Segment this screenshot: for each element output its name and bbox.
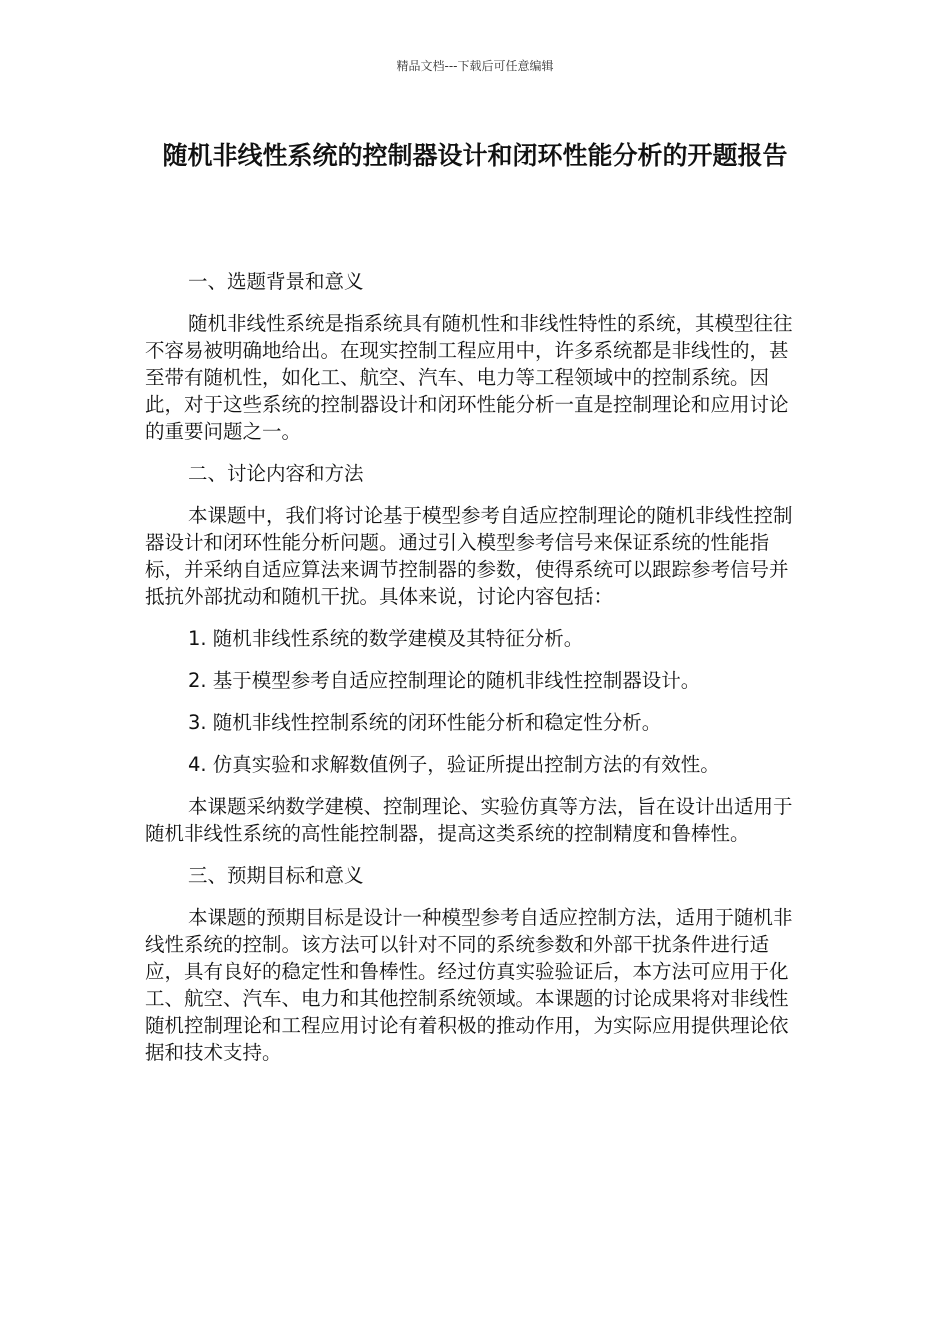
document-body xyxy=(145,268,795,1081)
list-item-2: 2. 基于模型参考自适应控制理论的随机非线性控制器设计。 xyxy=(188,669,701,692)
document-title: 随机非线性系统的控制器设计和闭环性能分析的开题报告 xyxy=(162,141,788,170)
paragraph-research-intro: 本课题中，我们将讨论基于模型参考自适应控制理论的随机非线性控制器设计和闭环性能分析问题。通过引入模型参考信号来保证系统的性能指标，并采纳自适应算法来调节控制器的参数，使得系统可以跟踪参考信号并抵抗外部扰动和随机干扰。具体来说，讨论内容包括： xyxy=(145,504,793,608)
section-heading-goals: 三、预期目标和意义 xyxy=(188,864,364,887)
list-item-3: 3. 随机非线性控制系统的闭环性能分析和稳定性分析。 xyxy=(188,711,662,734)
list-item-1: 1. 随机非线性系统的数学建模及其特征分析。 xyxy=(188,627,584,650)
header-note: 精品文档---下载后可任意编辑 xyxy=(396,59,554,73)
list-item-4: 4. 仿真实验和求解数值例子，验证所提出控制方法的有效性。 xyxy=(188,753,720,776)
paragraph-background: 随机非线性系统是指系统具有随机性和非线性特性的系统，其模型往往不容易被明确地给出。在现实控制工程应用中，许多系统都是非线性的，甚至带有随机性，如化工、航空、汽车、电力等工程领域中的控制系统。因此，对于这些系统的控制器设计和闭环性能分析一直是控制理论和应用讨论的重要问题之一。 xyxy=(145,312,793,443)
paragraph-research-methods: 本课题采纳数学建模、控制理论、实验仿真等方法，旨在设计出适用于随机非线性系统的高性能控制器，提高这类系统的控制精度和鲁棒性。 xyxy=(145,795,793,845)
paragraph-goals: 本课题的预期目标是设计一种模型参考自适应控制方法，适用于随机非线性系统的控制。该方法可以针对不同的系统参数和外部干扰条件进行适应，具有良好的稳定性和鲁棒性。经过仿真实验验证后，本方法可应用于化工、航空、汽车、电力和其他控制系统领域。本课题的讨论成果将对非线性随机控制理论和工程应用讨论有着积极的推动作用，为实际应用提供理论依据和技术支持。 xyxy=(145,906,793,1064)
section-heading-background: 一、选题背景和意义 xyxy=(188,270,364,293)
section-heading-research: 二、讨论内容和方法 xyxy=(188,462,364,485)
